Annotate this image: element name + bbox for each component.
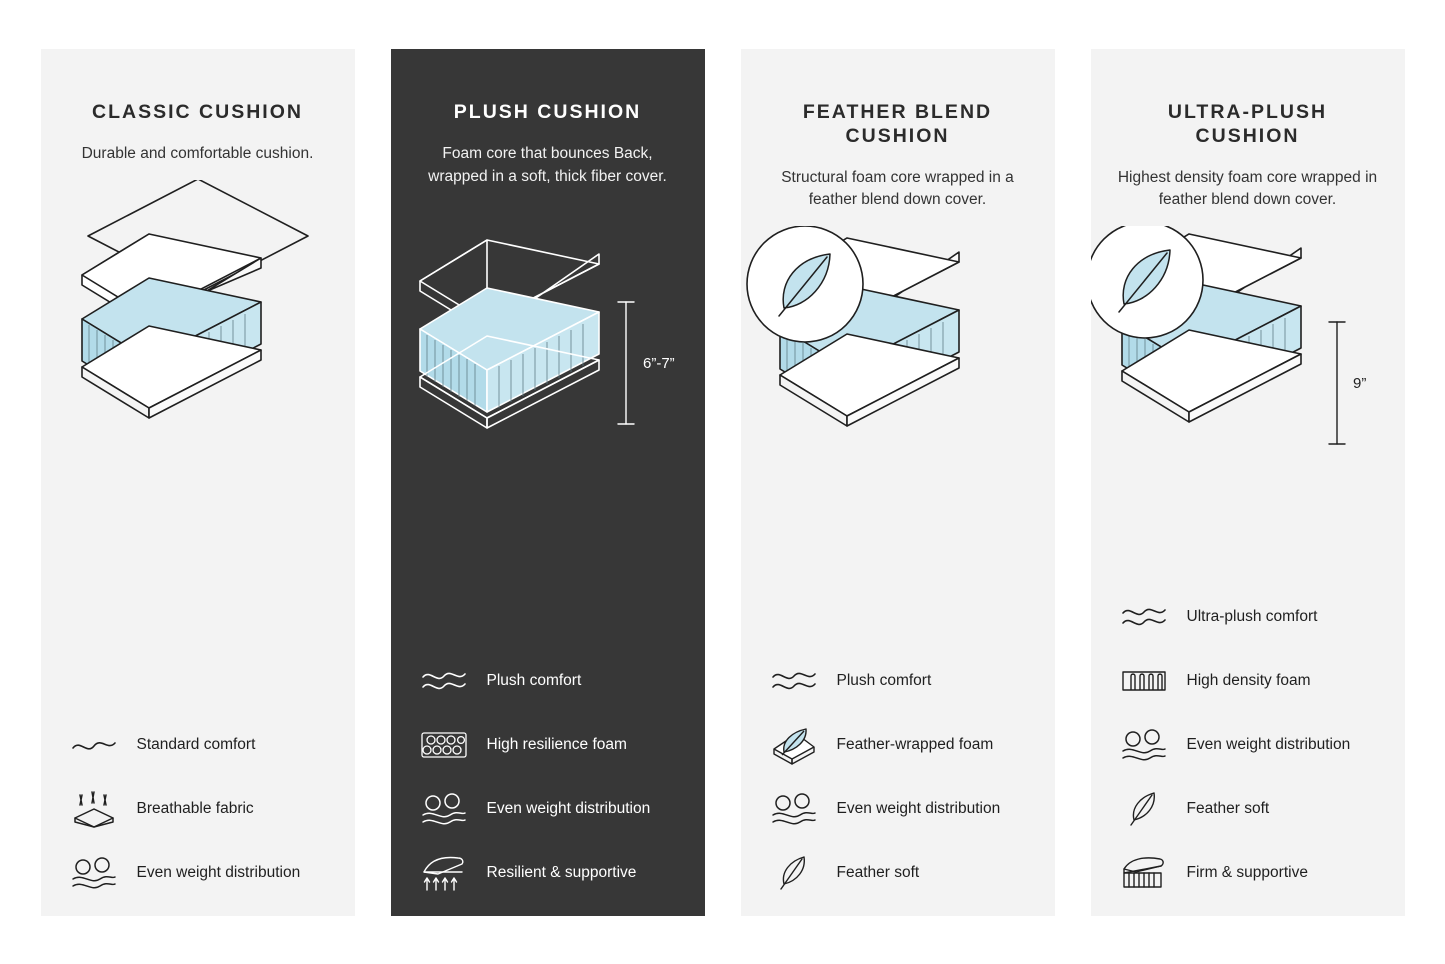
card-plush-cushion xyxy=(391,49,705,916)
wave-icon xyxy=(67,724,121,766)
firm-supportive-icon xyxy=(1117,852,1171,894)
feature-label: Plush comfort xyxy=(486,672,582,690)
feather-badge-icon xyxy=(747,226,863,342)
feature-item xyxy=(67,788,329,830)
feature-label: Feather soft xyxy=(836,864,920,882)
feather-wrapped-foam-icon xyxy=(767,724,821,766)
feature-label: Even weight distribution xyxy=(486,800,651,818)
card-description: Highest density foam core wrapped in feather blend down cover. xyxy=(1117,168,1378,209)
feature-item xyxy=(767,788,1029,830)
feature-item xyxy=(417,852,679,894)
feature-label: High resilience foam xyxy=(486,736,627,754)
feather-badge-icon xyxy=(1091,226,1203,338)
feature-label: Resilient & supportive xyxy=(486,864,637,882)
feature-label: Even weight distribution xyxy=(136,864,301,882)
feature-item xyxy=(767,724,1029,766)
cushion-exploded-diagram xyxy=(1091,226,1405,526)
cushion-exploded-diagram xyxy=(41,180,355,480)
feature-item xyxy=(767,660,1029,702)
feature-label: High density foam xyxy=(1186,672,1311,690)
weight-distribution-icon xyxy=(1117,724,1171,766)
feature-item xyxy=(417,788,679,830)
supportive-cushion-icon xyxy=(417,852,471,894)
feather-icon xyxy=(1117,788,1171,830)
feature-label: Breathable fabric xyxy=(136,800,254,818)
dimension-bracket xyxy=(1329,322,1345,444)
wave-icon xyxy=(1117,596,1171,638)
card-title: FEATHER BLEND CUSHION xyxy=(802,101,993,147)
feature-label: Even weight distribution xyxy=(1186,736,1351,754)
feature-label: Ultra-plush comfort xyxy=(1186,608,1318,626)
feather-icon xyxy=(767,852,821,894)
feature-label: Firm & supportive xyxy=(1186,864,1308,882)
weight-distribution-icon xyxy=(67,852,121,894)
feature-list xyxy=(741,660,1055,916)
high-density-foam-icon xyxy=(1117,660,1171,702)
dimension-bracket xyxy=(618,302,634,424)
weight-distribution-icon xyxy=(767,788,821,830)
card-title: CLASSIC CUSHION xyxy=(92,101,303,123)
feature-label: Plush comfort xyxy=(836,672,932,690)
wave-icon xyxy=(417,660,471,702)
feature-item xyxy=(1117,788,1379,830)
card-classic-cushion xyxy=(41,49,355,916)
feature-label: Feather soft xyxy=(1186,800,1270,818)
honeycomb-foam-icon xyxy=(417,724,471,766)
card-feather-blend-cushion xyxy=(741,49,1055,916)
feature-item xyxy=(1117,660,1379,702)
feature-list xyxy=(391,660,705,916)
cushion-exploded-diagram xyxy=(741,226,1055,526)
feature-item xyxy=(417,724,679,766)
breathable-fabric-icon xyxy=(67,788,121,830)
card-ultra-plush-cushion xyxy=(1091,49,1405,916)
feature-list xyxy=(1091,596,1405,916)
dimension-label: 6”-7” xyxy=(642,355,675,373)
feature-label: Even weight distribution xyxy=(836,800,1001,818)
card-description: Foam core that bounces Back, wrapped in a soft, thick fiber cover. xyxy=(428,144,667,185)
feature-list xyxy=(41,724,355,916)
card-description: Structural foam core wrapped in a feather blend down cover. xyxy=(781,168,1014,209)
feature-item xyxy=(1117,724,1379,766)
dimension-label: 9” xyxy=(1352,375,1366,393)
card-title: PLUSH CUSHION xyxy=(453,101,642,123)
feature-item xyxy=(67,724,329,766)
feature-item xyxy=(67,852,329,894)
feature-item xyxy=(767,852,1029,894)
cushion-exploded-diagram xyxy=(391,202,705,502)
feature-item xyxy=(1117,852,1379,894)
card-title: ULTRA-PLUSH CUSHION xyxy=(1167,101,1328,147)
weight-distribution-icon xyxy=(417,788,471,830)
card-description: Durable and comfortable cushion. xyxy=(81,144,314,162)
feature-label: Feather-wrapped foam xyxy=(836,736,994,754)
feature-item xyxy=(1117,596,1379,638)
wave-icon xyxy=(767,660,821,702)
feature-label: Standard comfort xyxy=(136,736,256,754)
feature-item xyxy=(417,660,679,702)
